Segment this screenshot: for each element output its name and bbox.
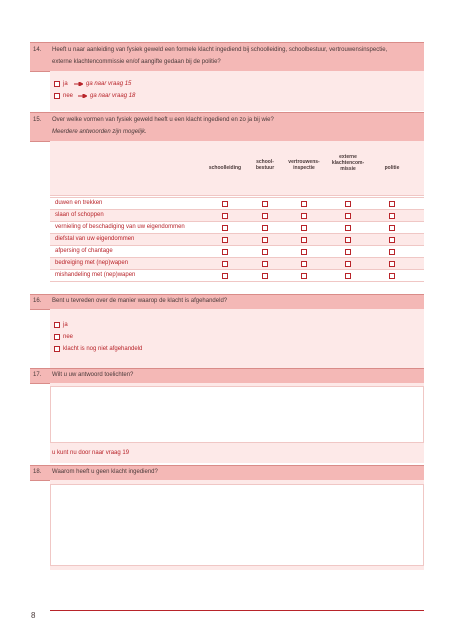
row-label: vernieling of beschadiging van uw eigendommen	[55, 224, 185, 230]
row-label: diefstal van uw eigendommen	[55, 236, 135, 242]
column-header-vertrouwensinspectie: vertrouwens- inspectie	[288, 159, 320, 171]
checkbox-2[interactable]	[262, 201, 268, 207]
question-17-header	[30, 368, 424, 384]
checkbox-nee[interactable]	[54, 334, 60, 340]
checkbox-2[interactable]	[262, 213, 268, 219]
question-text: Waarom heeft u geen klacht ingediend?	[52, 469, 158, 475]
row-label: bedreiging met (nep)wapen	[55, 260, 129, 266]
checkbox-2[interactable]	[262, 249, 268, 255]
goto-instruction: ga naar vraag 18	[90, 93, 136, 99]
checkbox-nee[interactable]	[54, 93, 60, 99]
question-text-line1: Heeft u naar aanleiding van fysiek geweld een formele klacht ingediend bij schoolleiding, schoolbestuur, vertrouwensinspectie,	[52, 47, 388, 53]
row-label: slaan of schoppen	[55, 212, 104, 218]
question-text: Bent u tevreden over de manier waarop de klacht is afgehandeld?	[52, 298, 228, 304]
option-label: ja	[63, 322, 68, 328]
checkbox-4[interactable]	[345, 201, 351, 207]
question-16-header	[30, 294, 424, 310]
checkbox-1[interactable]	[222, 261, 228, 267]
question-number: 16.	[33, 298, 42, 304]
checkbox-5[interactable]	[389, 201, 395, 207]
question-number: 18.	[33, 469, 42, 475]
checkbox-1[interactable]	[222, 213, 228, 219]
goto-instruction: ga naar vraag 15	[86, 81, 132, 87]
arrow-right-icon	[74, 82, 83, 86]
checkbox-1[interactable]	[222, 225, 228, 231]
checkbox-1[interactable]	[222, 201, 228, 207]
checkbox-5[interactable]	[389, 261, 395, 267]
checkbox-3[interactable]	[301, 273, 307, 279]
reason-textarea[interactable]	[50, 484, 424, 566]
checkbox-3[interactable]	[301, 213, 307, 219]
checkbox-3[interactable]	[301, 237, 307, 243]
row-label: duwen en trekken	[55, 200, 103, 206]
checkbox-ja[interactable]	[54, 322, 60, 328]
column-header-schoolbestuur: school- bestuur	[255, 159, 275, 171]
option-label-ja: ja	[63, 81, 68, 87]
question-18-header	[30, 465, 424, 481]
question-number: 17.	[33, 372, 42, 378]
arrow-right-icon	[78, 94, 87, 98]
question-16-answers	[50, 309, 424, 368]
table-bottom-border	[50, 281, 424, 282]
checkbox-4[interactable]	[345, 249, 351, 255]
table-top-border	[50, 195, 424, 196]
question-text-line2: externe klachtencommissie en/of aangifte gedaan bij de politie?	[52, 59, 221, 65]
checkbox-5[interactable]	[389, 237, 395, 243]
checkbox-5[interactable]	[389, 249, 395, 255]
question-number: 14.	[33, 47, 42, 53]
checkbox-2[interactable]	[262, 273, 268, 279]
checkbox-4[interactable]	[345, 225, 351, 231]
footer-rule	[50, 610, 424, 611]
question-instruction: Meerdere antwoorden zijn mogelijk.	[52, 129, 147, 135]
checkbox-3[interactable]	[301, 225, 307, 231]
page-number: 8	[31, 611, 36, 620]
checkbox-4[interactable]	[345, 261, 351, 267]
checkbox-4[interactable]	[345, 273, 351, 279]
checkbox-1[interactable]	[222, 237, 228, 243]
checkbox-1[interactable]	[222, 273, 228, 279]
checkbox-3[interactable]	[301, 201, 307, 207]
question-number: 15.	[33, 117, 42, 123]
checkbox-4[interactable]	[345, 213, 351, 219]
row-label: mishandeling met (nep)wapen	[55, 272, 136, 278]
question-14-answers	[50, 71, 424, 111]
checkbox-3[interactable]	[301, 261, 307, 267]
checkbox-ja[interactable]	[54, 81, 60, 87]
checkbox-3[interactable]	[301, 249, 307, 255]
checkbox-not-handled[interactable]	[54, 346, 60, 352]
question-14-header	[30, 42, 424, 72]
checkbox-2[interactable]	[262, 225, 268, 231]
checkbox-5[interactable]	[389, 273, 395, 279]
column-header-externe-klachtencommissie: externe klachtencom- missie	[331, 154, 365, 172]
question-text: Wilt u uw antwoord toelichten?	[52, 372, 134, 378]
column-header-schoolleiding: schoolleiding	[208, 165, 242, 171]
option-label: nee	[63, 334, 74, 340]
checkbox-5[interactable]	[389, 213, 395, 219]
column-header-politie: politie	[384, 165, 400, 171]
checkbox-1[interactable]	[222, 249, 228, 255]
option-label-nee: nee	[63, 93, 74, 99]
checkbox-5[interactable]	[389, 225, 395, 231]
option-label: klacht is nog niet afgehandeld	[63, 346, 143, 352]
explanation-textarea[interactable]	[50, 386, 424, 443]
question-text-line1: Over welke vormen van fysiek geweld heeft u een klacht ingediend en zo ja bij wie?	[52, 117, 274, 123]
skip-instruction: u kunt nu door naar vraag 19	[52, 450, 130, 456]
checkbox-2[interactable]	[262, 261, 268, 267]
checkbox-4[interactable]	[345, 237, 351, 243]
checkbox-2[interactable]	[262, 237, 268, 243]
row-label: afpersing of chantage	[55, 248, 113, 254]
question-15-header	[30, 112, 424, 142]
